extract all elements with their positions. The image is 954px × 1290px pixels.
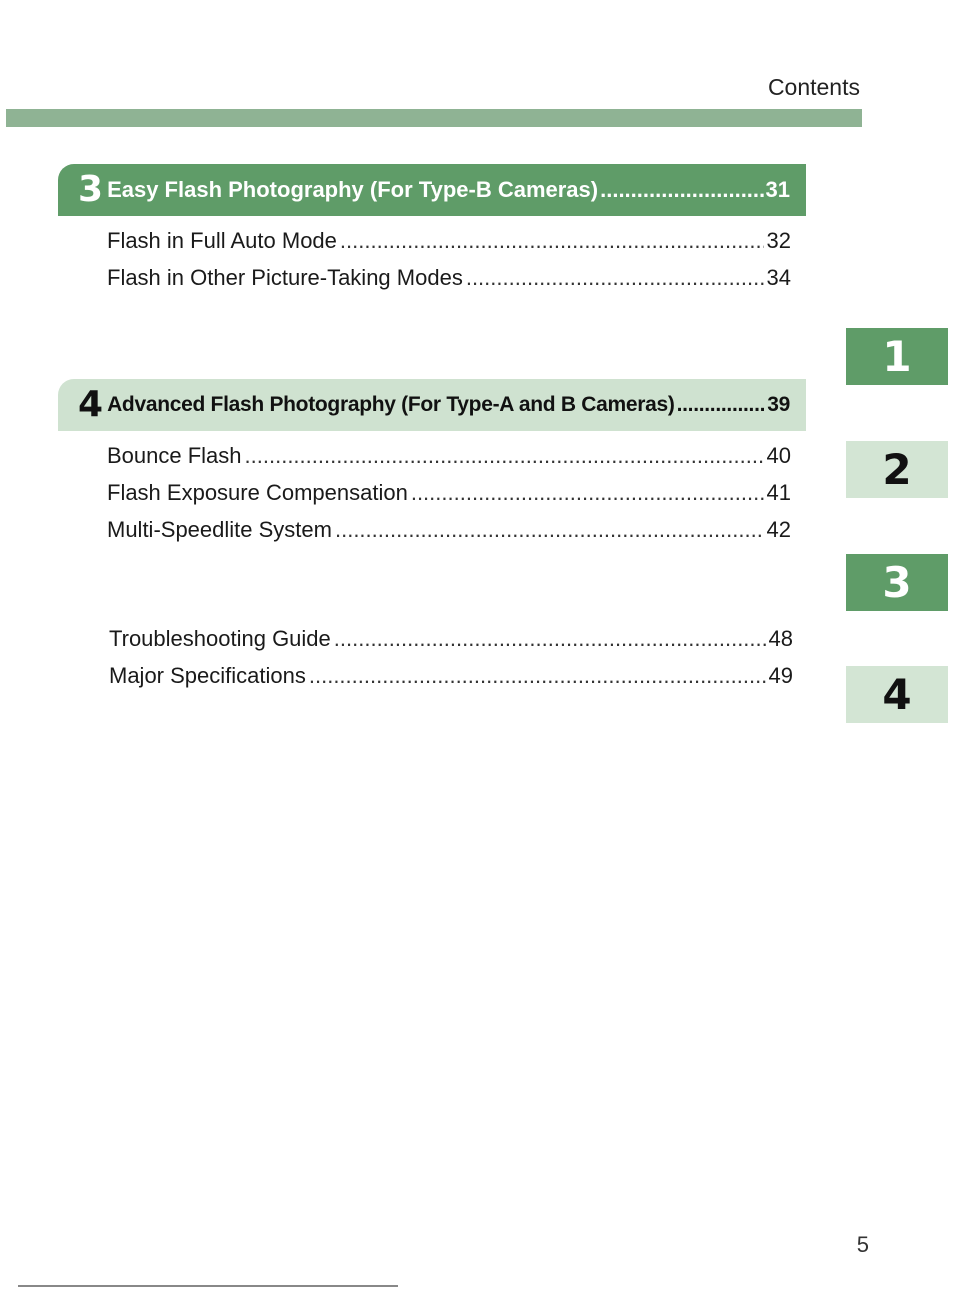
section-page: 39: [767, 393, 790, 416]
toc-entry[interactable]: [107, 480, 791, 517]
page-number: 5: [856, 1232, 869, 1257]
header-label: Contents: [767, 74, 860, 100]
chapter-tab-1[interactable]: 1: [846, 328, 948, 385]
section-3-banner[interactable]: [58, 164, 806, 216]
section-4-banner[interactable]: [58, 379, 806, 431]
section-4-entries: [107, 443, 791, 554]
entry-page: 49: [768, 663, 793, 688]
entry-title: Flash in Other Picture-Taking Modes: [107, 265, 463, 290]
bottom-rule: [18, 1285, 398, 1287]
appendix-entries: [109, 626, 793, 700]
chapter-tab-3[interactable]: 3: [846, 554, 948, 611]
toc-entry[interactable]: [107, 517, 791, 554]
entry-title: Bounce Flash: [107, 443, 242, 468]
section-title: Advanced Flash Photography (For Type-A and B Cameras): [107, 393, 675, 416]
dot-leader: [335, 517, 764, 543]
entry-title: Flash in Full Auto Mode: [107, 228, 337, 253]
header-bar: [6, 109, 862, 127]
section-page: 31: [765, 177, 790, 202]
section-title: Easy Flash Photography (For Type-B Cameras): [107, 177, 599, 202]
dot-leader: [245, 443, 764, 469]
entry-title: Flash Exposure Compensation: [107, 480, 408, 505]
section-title-row: [107, 177, 790, 203]
toc-entry[interactable]: [109, 663, 793, 700]
dot-leader: [600, 177, 763, 203]
section-title-row: [107, 393, 790, 417]
dot-leader: [466, 265, 764, 291]
entry-page: 32: [766, 228, 791, 253]
section-number: 4: [78, 384, 104, 425]
section-number: 3: [78, 169, 104, 210]
entry-page: 42: [766, 517, 791, 542]
section-3-entries: [107, 228, 791, 302]
chapter-tab-4[interactable]: 4: [846, 666, 948, 723]
chapter-tab-2[interactable]: 2: [846, 441, 948, 498]
toc-entry[interactable]: [107, 228, 791, 265]
toc-entry[interactable]: [107, 265, 791, 302]
entry-title: Major Specifications: [109, 663, 306, 688]
toc-entry[interactable]: [109, 626, 793, 663]
entry-page: 34: [766, 265, 791, 290]
entry-page: 48: [768, 626, 793, 651]
dot-leader: [677, 393, 766, 417]
entry-page: 41: [766, 480, 791, 505]
dot-leader: [340, 228, 764, 254]
dot-leader: [309, 663, 766, 689]
entry-page: 40: [766, 443, 791, 468]
dot-leader: [334, 626, 766, 652]
entry-title: Multi-Speedlite System: [107, 517, 332, 542]
entry-title: Troubleshooting Guide: [109, 626, 331, 651]
dot-leader: [411, 480, 764, 506]
toc-entry[interactable]: [107, 443, 791, 480]
